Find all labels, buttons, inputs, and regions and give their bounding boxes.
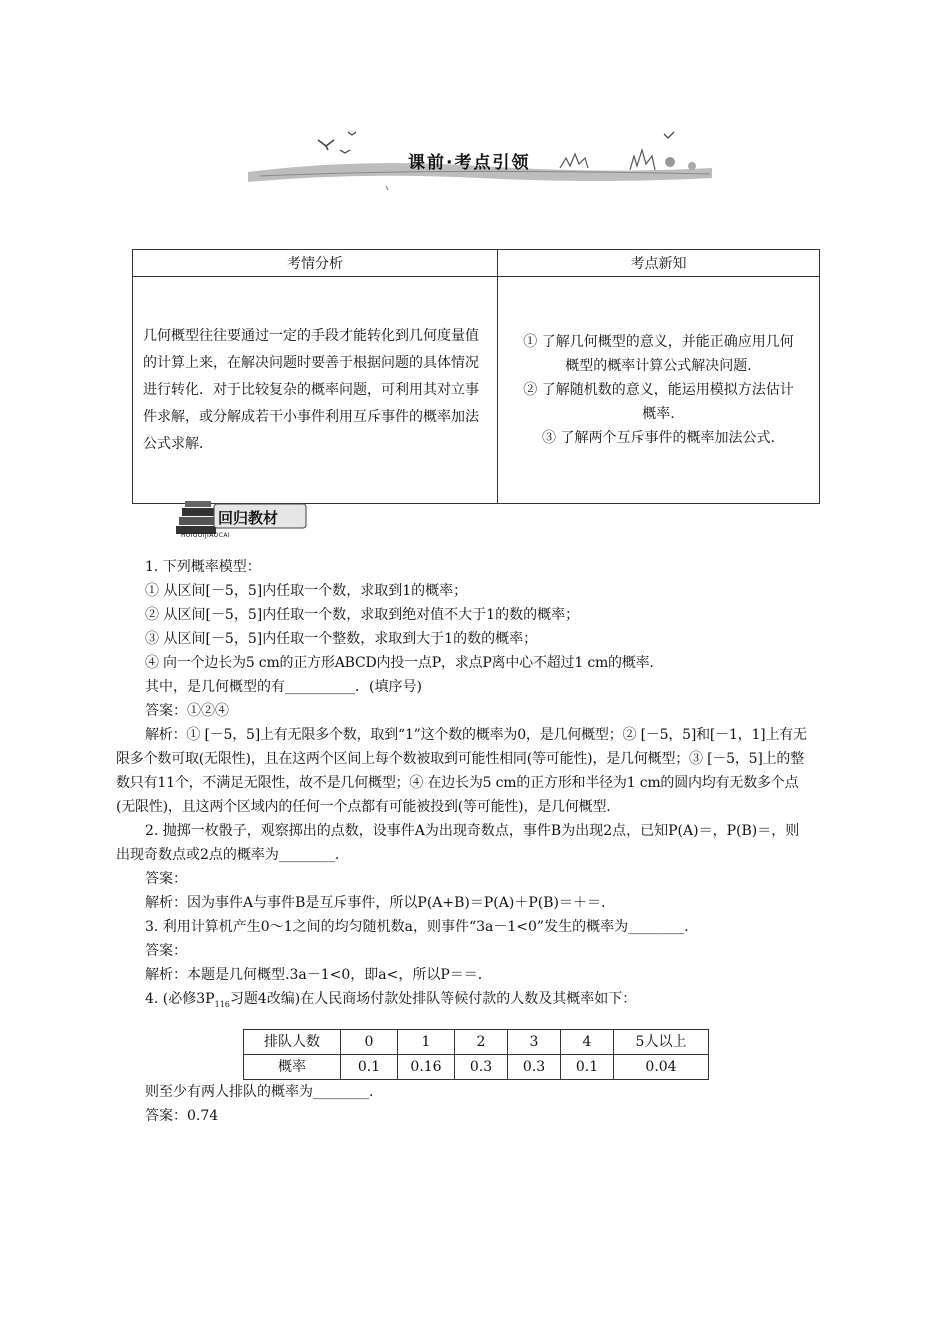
q4-answer: 答案：0.74 xyxy=(145,1107,219,1124)
q3-stem: 3. 利用计算机产生0～1之间的均匀随机数a，则事件“3a－1<0”发生的概率为________. xyxy=(145,919,689,935)
q1-answer: 答案：①②④ xyxy=(145,703,229,719)
queue-probability-table xyxy=(243,1029,709,1080)
table-row xyxy=(244,1054,709,1079)
table-cell: 5人以上 xyxy=(614,1029,709,1054)
q3-answer: 答案： xyxy=(145,943,187,959)
table-cell: 3 xyxy=(508,1029,561,1054)
knowledge-item: ③ 了解两个互斥事件的概率加法公式. xyxy=(542,430,775,446)
table-cell: 4 xyxy=(561,1029,614,1054)
q4-question: 则至少有两人排队的概率为________. xyxy=(145,1083,374,1100)
q4-stem-text: 4. (必修3P xyxy=(145,991,215,1007)
q2-stem: 2. 抛掷一枚骰子，观察掷出的点数，设事件A为出现奇数点，事件B为出现2点，已知P(A)＝，P(B)＝，则出现奇数点或2点的概率为________. xyxy=(116,823,800,863)
q1-option: ④ 向一个边长为5 cm的正方形ABCD内投一点P，求点P离中心不超过1 cm的概率. xyxy=(145,655,654,671)
section-title: 回归教材 xyxy=(218,509,279,527)
q1-option: ① 从区间[－5，5]内任取一个数，求取到1的概率； xyxy=(145,583,468,599)
table-cell: 0.1 xyxy=(561,1054,614,1079)
q1-stem: 1. 下列概率模型： xyxy=(145,559,261,575)
table-row xyxy=(244,1029,709,1054)
overview-table xyxy=(132,249,820,504)
knowledge-item: 概率. xyxy=(642,406,675,422)
q1-option: ② 从区间[－5，5]内任取一个数，求取到绝对值不大于1的数的概率； xyxy=(145,607,580,623)
knowledge-item: ② 了解随机数的意义，能运用模拟方法估计 xyxy=(523,382,794,398)
table-cell: 1 xyxy=(398,1029,455,1054)
q3-analysis: 解析：本题是几何概型.3a－1<0，即a<，所以P＝＝. xyxy=(145,967,483,983)
section-subtitle: HUIGUIJIAOCAI xyxy=(181,532,231,539)
table-cell: 0 xyxy=(341,1029,398,1054)
exercise-content xyxy=(116,555,813,1128)
table-cell: 2 xyxy=(455,1029,508,1054)
analysis-text: 几何概型往往要通过一定的手段才能转化到几何度量值的计算上来，在解决问题时要善于根据问题的具体情况进行转化．对于比较复杂的概率问题，可利用其对立事件求解，或分解成若干小事件利用互斥事件的概率加法公式求解． xyxy=(133,277,498,504)
table-cell: 0.16 xyxy=(398,1054,455,1079)
table-cell: 概率 xyxy=(244,1054,341,1079)
q2-analysis: 解析：因为事件A与事件B是互斥事件，所以P(A+B)＝P(A)＋P(B)＝＋＝. xyxy=(145,895,606,911)
q1-analysis: 解析：① [－5，5]上有无限多个数，取到“1”这个数的概率为0，是几何概型；② [－5，5]和[－1，1]上有无限多个数可取(无限性)，且在这两个区间上每个数被取到可能性相同(等可能性)，是几何概型；③ [－5，5]上的整数只有11个，不满足无限性，故不是几何概型；④ 在边长为5 cm的正方形和半径为1 cm的圆内均有无数多个点(无限性)，且这两个区域内的任何一个点都有可能被投到(等可能性)，是几何概型. xyxy=(116,727,807,815)
table-cell: 0.3 xyxy=(508,1054,561,1079)
banner-title: 课前·考点引领 xyxy=(408,153,531,173)
knowledge-item: 概型的概率计算公式解决问题. xyxy=(565,358,752,374)
knowledge-list xyxy=(498,277,820,504)
table-cell: 0.1 xyxy=(341,1054,398,1079)
q4-stem xyxy=(145,987,813,1017)
table-cell: 0.04 xyxy=(614,1054,709,1079)
table-cell: 排队人数 xyxy=(244,1029,341,1054)
q4-stem-subscript: 116 xyxy=(214,999,230,1009)
table-cell: 0.3 xyxy=(455,1054,508,1079)
q4-stem-text: 习题4改编)在人民商场付款处排队等候付款的人数及其概率如下： xyxy=(229,991,637,1007)
q2-answer: 答案： xyxy=(145,871,187,887)
q1-option: ③ 从区间[－5，5]内任取一个整数，求取到大于1的数的概率； xyxy=(145,631,538,647)
table-header-new-knowledge: 考点新知 xyxy=(498,250,820,277)
table-header-analysis: 考情分析 xyxy=(133,250,498,277)
q1-question: 其中，是几何概型的有__________．(填序号) xyxy=(145,679,422,695)
knowledge-item: ① 了解几何概型的意义，并能正确应用几何 xyxy=(523,334,794,350)
